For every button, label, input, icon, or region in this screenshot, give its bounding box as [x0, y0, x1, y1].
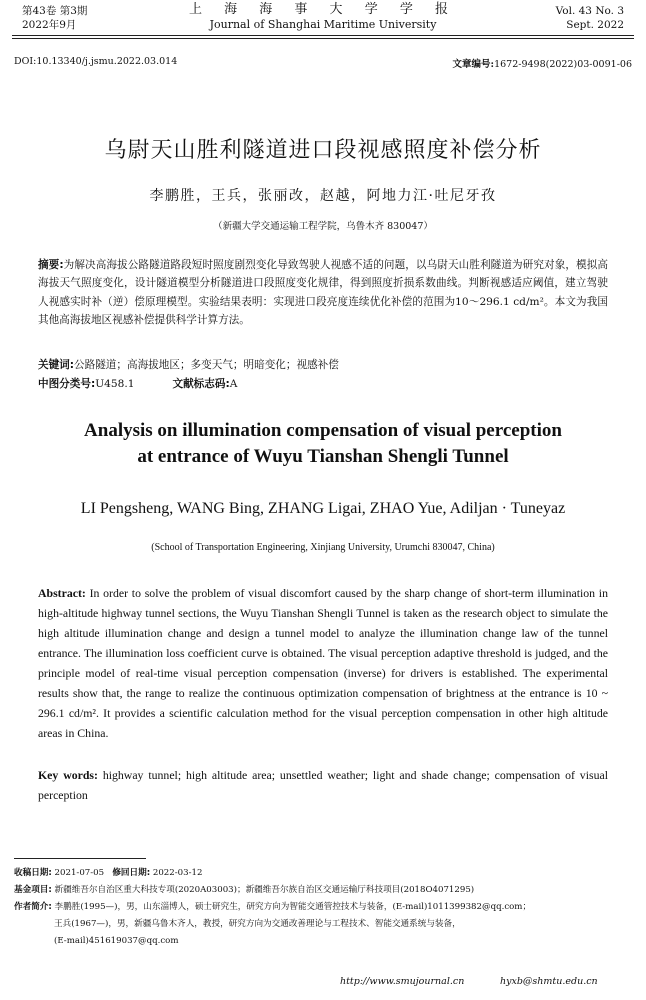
- footnote-dates: [14, 866, 634, 881]
- keywords-cn: [38, 357, 608, 374]
- keywords-label-en: Key words:: [38, 768, 98, 782]
- abstract-en: [38, 583, 608, 743]
- clc-value: U458.1: [95, 378, 135, 390]
- paper-title-cn: 乌尉天山胜利隧道进口段视感照度补偿分析: [104, 138, 542, 163]
- journal-title: [0, 2, 646, 32]
- author-bio-2-email: (E-mail)451619037@qq.com: [54, 936, 179, 946]
- revised-label: 修回日期:: [112, 868, 151, 878]
- author-bio-label: 作者简介:: [14, 902, 52, 912]
- doi: DOI:10.13340/j.jsmu.2022.03.014: [14, 56, 178, 67]
- abstract-text-en: In order to solve the problem of visual discomfort caused by the sharp change of short-term illumination in high-altitude highway tunnel sections, the Wuyu Tianshan Shengli Tunnel is taken as the research object to simulate the high altitude illumination change and design a tunnel model to analyze the illumination change law of the tunnel entrance. The illumination loss coefficient curve is obtained. The visual perception adaptive threshold is judged, and the principle model of real-time visual perception compensation (inverse) for drivers is established. The experimental results show that, the range to realize the continuous optimization compensation of brightness at the entrance is 10 ~ 296.1 cd/m². It provides a scientific calculation method for the visual perception compensation in other high altitude areas in China.: [38, 586, 608, 740]
- doc-code-value: A: [229, 378, 238, 390]
- affiliation-en: (School of Transportation Engineering, Xinjiang University, Urumchi 830047, China): [151, 542, 495, 553]
- header-date-en: Sept. 2022: [566, 19, 624, 31]
- header-issue-en: [556, 4, 624, 32]
- fund-text: 新疆维吾尔自治区重大科技专项(2020A03003)；新疆维吾尔族自治区交通运输厅科技项目(2018O4071295): [54, 885, 475, 895]
- journal-email: hyxb@shmtu.edu.cn: [500, 976, 598, 987]
- journal-website: http://www.smujournal.cn: [340, 976, 465, 987]
- doc-code-label: 文献标志码:: [172, 378, 230, 390]
- journal-title-en: Journal of Shanghai Maritime University: [209, 18, 437, 31]
- abstract-text-cn: 为解决高海拔公路隧道路段短时照度剧烈变化导致驾驶人视感不适的问题，以乌尉天山胜利隧道为研究对象，模拟高海拔天气照度变化，设计隧道模型分析隧道进口段照度变化规律，得到照度折损系数曲线。判断视感适应阈值，建立驾驶人视感实时补（逆）偿原理模型。实验结果表明：实现进口段亮度连续优化补偿的范围为10～296.1 cd/m²。本文为我国其他高海拔地区视感补偿提供科学计算方法。: [38, 259, 608, 327]
- keywords-text-cn: 公路隧道；高海拔地区；多变天气；明暗变化；视感补偿: [74, 359, 339, 371]
- received-date: 2021-07-05: [54, 868, 105, 878]
- revised-date: 2022-03-12: [152, 868, 203, 878]
- abstract-label-cn: 摘要:: [38, 259, 64, 271]
- footnote-author-1: [14, 900, 634, 915]
- article-number-label: 文章编号:: [452, 59, 495, 70]
- clc-label: 中图分类号:: [38, 378, 96, 390]
- abstract-cn: [38, 256, 608, 330]
- header-rule: [12, 35, 634, 36]
- journal-title-cn: 上 海 海 事 大 学 学 报: [189, 2, 457, 17]
- classification-cn: [38, 376, 237, 393]
- abstract-label-en: Abstract:: [38, 586, 86, 600]
- header-date-cn: 2022年9月: [22, 19, 77, 31]
- keywords-text-en: highway tunnel; high altitude area; unsettled weather; light and shade change; compensation of visual perception: [38, 768, 608, 802]
- paper-title-en-line1: Analysis on illumination compensation of visual perception: [84, 420, 562, 441]
- article-number: [453, 56, 632, 70]
- keywords-label-cn: 关键词:: [38, 359, 75, 371]
- fund-label: 基金项目:: [14, 885, 52, 895]
- author-bio-1: 李鹏胜(1995—)，男，山东淄博人，硕士研究生，研究方向为智能交通管控技术与装备，(E-mail)1011399382@qq.com；: [54, 902, 532, 912]
- received-label: 收稿日期:: [14, 868, 52, 878]
- header-volume-cn: 第43卷 第3期: [22, 5, 88, 17]
- footnote-fund: [14, 883, 634, 898]
- affiliation-cn: （新疆大学交通运输工程学院，乌鲁木齐 830047）: [213, 221, 433, 232]
- footnote-rule: [14, 858, 146, 859]
- author-bio-2: 王兵(1967—)，男，新疆乌鲁木齐人，教授，研究方向为交通改善理论与工程技术、智能交通系统与装备，: [54, 919, 461, 929]
- keywords-en: [38, 765, 608, 805]
- header-rule-thin: [12, 38, 634, 39]
- footnote-author-2: [14, 917, 634, 932]
- paper-title-en: [0, 418, 646, 470]
- paper-title-en-line2: at entrance of Wuyu Tianshan Shengli Tunnel: [137, 446, 509, 467]
- article-number-value: 1672-9498(2022)03-0091-06: [494, 59, 632, 70]
- authors-cn: 李鹏胜，王兵，张丽改，赵越，阿地力江·吐尼牙孜: [149, 188, 497, 204]
- authors-en: LI Pengsheng, WANG Bing, ZHANG Ligai, ZHAO Yue, Adiljan · Tuneyaz: [80, 500, 566, 517]
- header-volume-en: Vol. 43 No. 3: [555, 5, 624, 17]
- footnote-author-2-email: [14, 934, 634, 949]
